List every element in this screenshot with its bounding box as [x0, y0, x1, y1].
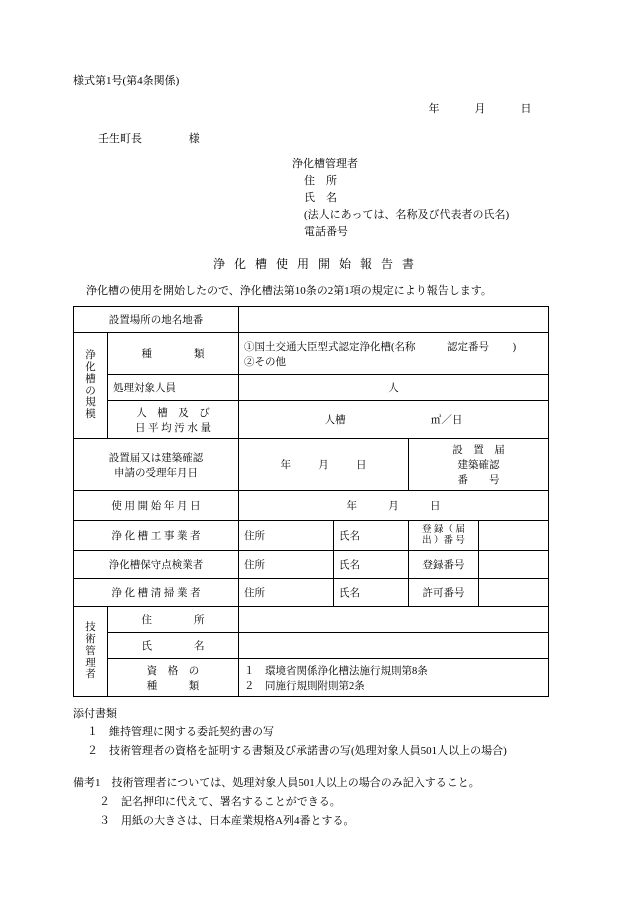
- reporter-name-label: 氏 名: [304, 192, 337, 205]
- contractor-2-number-value: [479, 579, 549, 607]
- start-month: 月: [388, 501, 399, 513]
- table-row: [74, 491, 549, 521]
- reporter-block: [292, 156, 570, 241]
- table-row: [74, 633, 549, 659]
- tech-qual-1: １ 環境省関係浄化槽法施行規則第8条: [244, 665, 428, 677]
- table-row: [74, 333, 549, 375]
- notes-heading: 備考1 技術管理者については、処理対象人員501人以上の場合のみ記入すること。: [73, 776, 480, 789]
- attachments-item-1: １ 維持管理に関する委託契約書の写: [87, 726, 274, 739]
- location-label: 設置場所の地名地番: [74, 307, 239, 333]
- notes-item-3: ３ 用紙の大きさは、日本産業規格A列4番とする。: [99, 815, 355, 828]
- tech-address-label: 住 所: [108, 607, 239, 633]
- form-number: 様式第1号(第4条関係): [73, 75, 180, 87]
- addressee-line: [98, 130, 570, 146]
- attachments-block: [73, 705, 570, 759]
- table-row: [74, 659, 549, 697]
- tech-name-label: 氏 名: [108, 633, 239, 659]
- table-row: [74, 521, 549, 551]
- kind-value-1: ①国土交通大臣型式認定浄化槽(名称 認定番号 ): [244, 341, 517, 353]
- contractor-0-name: 氏名: [334, 521, 409, 551]
- tech-qual-value: [239, 659, 549, 697]
- attachments-item-2: ２ 技術管理者の資格を証明する書類及び承諾書の写(処理対象人員501人以上の場合): [87, 744, 507, 757]
- persons-label: 処理対象人員: [108, 375, 239, 401]
- reporter-corporate-note: (法人にあっては、名称及び代表者の氏名): [304, 209, 510, 222]
- reporter-phone-label: 電話番号: [304, 226, 348, 239]
- table-row: [74, 375, 549, 401]
- contractor-1-name: 氏名: [334, 551, 409, 579]
- kind-label: 種 類: [108, 333, 239, 375]
- table-row: [74, 607, 549, 633]
- contractor-1-address: 住所: [239, 551, 334, 579]
- notice-label: 設置届又は建築確認 申請の受理年月日: [74, 439, 239, 491]
- addressee-name: 壬生町長: [98, 133, 142, 145]
- notice-kind-2: 建築確認: [457, 460, 500, 472]
- contractor-0-number-value: [479, 521, 549, 551]
- tank-value-cell: [239, 401, 549, 439]
- contractor-1-number-value: [479, 551, 549, 579]
- report-table: [73, 306, 549, 697]
- addressee-honorific: 様: [188, 133, 200, 145]
- kind-value-2: ②その他: [244, 356, 286, 368]
- tank-unit: ㎥／日: [430, 415, 463, 427]
- tech-address-value: [239, 607, 549, 633]
- tech-name-value: [239, 633, 549, 659]
- contractor-2-name: 氏名: [334, 579, 409, 607]
- tank-value: 人槽: [324, 415, 346, 427]
- contractor-0-address: 住所: [239, 521, 334, 551]
- tank-label: 人 槽 及 び 日 平 均 汚 水 量: [108, 401, 239, 439]
- tech-manager-label: 技 術 管 理 者: [74, 607, 108, 697]
- table-row: [74, 307, 549, 333]
- attachments-heading: 添付書類: [73, 708, 117, 721]
- table-row: [74, 401, 549, 439]
- notice-kind-cell: [409, 439, 549, 491]
- scale-label: 浄 化 槽 の 規 模: [74, 333, 108, 439]
- contractor-0-label: 浄 化 槽 工 事 業 者: [74, 521, 239, 551]
- notice-year: 年: [280, 460, 291, 472]
- date-day: 日: [520, 103, 532, 115]
- notes-block: [73, 774, 570, 832]
- location-value: [239, 307, 549, 333]
- notice-month: 月: [318, 460, 329, 472]
- contractor-2-number-label: 許可番号: [409, 579, 479, 607]
- contractor-0-number-label: 登 録（ 届 出 ）番 号: [409, 521, 479, 551]
- reporter-address-label: 住 所: [304, 175, 337, 188]
- reporter-role: 浄化槽管理者: [292, 158, 358, 170]
- kind-value: [239, 333, 549, 375]
- lead-text: 浄化槽の使用を開始したので、浄化槽法第10条の2第1項の規定により報告します。: [86, 285, 492, 298]
- table-row: [74, 579, 549, 607]
- date-month: 月: [474, 103, 486, 115]
- tech-qual-label: 資 格 の 種 類: [108, 659, 239, 697]
- notes-item-2: ２ 記名押印に代えて、署名することができる。: [99, 795, 341, 808]
- persons-unit: 人: [239, 375, 549, 401]
- tech-qual-2: ２ 同施行規則附則第2条: [244, 680, 365, 692]
- start-year: 年: [346, 501, 357, 513]
- start-day: 日: [430, 501, 441, 513]
- notice-kind-1: 設 置 届: [452, 445, 505, 457]
- start-date: [239, 491, 549, 521]
- date-year: 年: [428, 103, 440, 115]
- notice-date: [239, 439, 409, 491]
- table-row: [74, 439, 549, 491]
- page-title: 浄 化 槽 使 用 開 始 報 告 書: [212, 257, 417, 272]
- notice-day: 日: [356, 460, 367, 472]
- contractor-2-address: 住所: [239, 579, 334, 607]
- contractor-2-label: 浄 化 槽 清 掃 業 者: [74, 579, 239, 607]
- start-label: 使 用 開 始 年 月 日: [74, 491, 239, 521]
- table-row: [74, 551, 549, 579]
- date-line: [60, 100, 532, 116]
- contractor-1-number-label: 登録番号: [409, 551, 479, 579]
- notice-number-label: 番 号: [457, 475, 500, 487]
- contractor-1-label: 浄化槽保守点検業者: [74, 551, 239, 579]
